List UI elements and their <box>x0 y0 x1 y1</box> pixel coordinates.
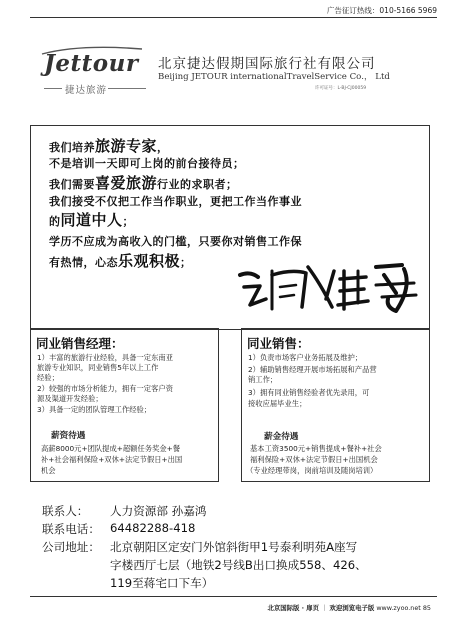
sales-position-box <box>241 328 430 482</box>
footer-url[interactable]: www.zyoo.net <box>376 604 421 612</box>
footer-site-label: 欢迎浏览电子版 <box>329 604 375 612</box>
license-number: 许可证号：L-BJ-CJ00059 <box>315 86 367 91</box>
contact-phone-label: 联系电话： <box>42 522 100 536</box>
manager-salary-title: 薪资待遇 <box>51 431 86 441</box>
salary-line: 机会 <box>41 466 56 475</box>
slogan-line: 我们培养旅游专家， <box>49 137 169 155</box>
page-number: 85 <box>422 604 431 612</box>
manager-position-box <box>30 328 219 482</box>
contact-address-label: 公司地址： <box>42 540 100 554</box>
salary-line: 补+社会福利保险+双休+法定节假日+出国 <box>41 455 183 464</box>
salary-line: 福利保险+双休+法定节假日+出国机会 <box>250 455 378 464</box>
requirement-line: 1）丰富的旅游行业经验，具备一定东南亚 <box>37 353 173 362</box>
slogan-box <box>30 125 430 330</box>
contact-address-line: 119至蒋宅口下车） <box>110 576 214 590</box>
salary-line: 基本工资3500元+销售提成+餐补+社会 <box>250 444 382 453</box>
salary-line: （专业经理带岗，岗前培训及随岗培训） <box>246 466 378 475</box>
footer-edition: 北京国际版 · 扉页 <box>267 604 320 612</box>
ad-hotline: 广告征订热线：010-5166 5969 <box>326 6 437 15</box>
top-rule <box>30 17 437 18</box>
requirement-line: 3）具备一定的团队管理工作经验； <box>37 405 152 414</box>
slogan-line: 的同道中人； <box>49 211 135 229</box>
sales-salary-title: 薪金待遇 <box>264 432 299 442</box>
requirement-line: 销工作； <box>248 375 278 384</box>
slogan-line: 我们需要喜爱旅游行业的求职者； <box>49 174 238 192</box>
slogan-line: 学历不应成为高收入的门槛，只要你对销售工作保 <box>49 235 302 248</box>
company-name-cn: 北京捷达假期国际旅行社有限公司 <box>158 56 376 72</box>
logo-divider-right <box>108 88 146 89</box>
requirement-line: 2）较强的市场分析能力，拥有一定客户资 <box>37 384 173 393</box>
logo-cn-text: 捷达旅游 <box>65 85 108 96</box>
contact-person: 人力资源部 孙嘉鸿 <box>110 504 207 518</box>
requirement-line: 1）负责市场客户业务拓展及维护； <box>248 353 363 362</box>
contact-phone: 64482288-418 <box>110 521 196 535</box>
slogan-line: 我们接受不仅把工作当作职业，更把工作当作事业 <box>49 195 302 208</box>
sales-title: 同业销售： <box>247 336 310 351</box>
company-name-en: Beijing JETOUR internationalTravelService Co.， Ltd <box>158 72 390 82</box>
contact-address-line: 北京朝阳区定安门外馆斜街甲1号泰利明苑A座写 <box>110 540 358 554</box>
contact-person-label: 联系人： <box>42 504 89 518</box>
footer <box>267 603 431 612</box>
bottom-rule <box>30 596 437 597</box>
logo-wordmark: Jettour <box>44 50 139 77</box>
requirement-line: 2）辅助销售经理开展市场拓展和产品营 <box>248 365 377 374</box>
slogan-line: 有热情，心态乐观积极； <box>49 252 192 270</box>
recruit-text: 诚聘 <box>255 323 260 325</box>
requirement-line: 接收应届毕业生； <box>248 399 307 408</box>
requirement-line: 源及渠道开发经验； <box>37 394 103 403</box>
requirement-line: 3）拥有同业销售经验者优先录用，可 <box>248 388 370 397</box>
footer-separator: ｜ <box>319 604 330 612</box>
logo-divider-left <box>44 88 62 89</box>
slogan-line: 不是培训一天即可上岗的前台接待员； <box>49 157 245 170</box>
salary-line: 高薪8000元+团队提成+超额任务奖金+餐 <box>41 444 181 453</box>
recruit-calligraphy <box>236 253 426 315</box>
requirement-line: 经验； <box>37 373 59 382</box>
requirement-line: 旅游专业知识，同业销售5年以上工作 <box>37 363 159 372</box>
contact-address-line: 字楼西厅七层（地铁2号线B出口换成558、426、 <box>110 558 367 572</box>
manager-title: 同业销售经理： <box>36 336 124 351</box>
